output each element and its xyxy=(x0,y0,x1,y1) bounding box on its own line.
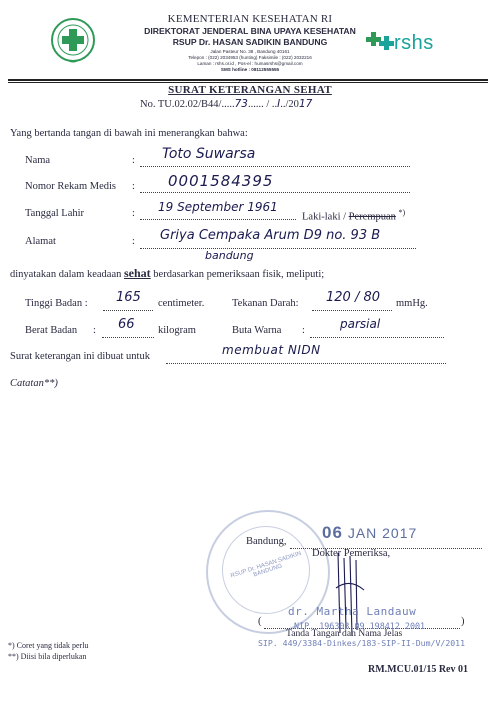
document-number: No. TU.02.02/B44/.....73...... / ..I../2017 xyxy=(140,98,313,110)
height-value: 165 xyxy=(116,290,141,305)
number-year: 17 xyxy=(298,98,313,110)
doctor-sip-stamp: SIP. 449/3384-Dinkes/183-SIP-II-Dum/V/2011 xyxy=(258,638,466,648)
kop-phone: Telepon : (022) 2034953 (hunting) Faksimile : (022) 2032216 xyxy=(188,55,312,60)
kop-hospital: RSUP Dr. HASAN SADIKIN BANDUNG xyxy=(172,37,328,47)
kop-rule-thick xyxy=(8,79,488,81)
name-colon: : xyxy=(132,155,135,166)
weight-label: Berat Badan xyxy=(25,325,78,336)
declared-status: sehat xyxy=(124,266,151,280)
number-prefix: No. TU.02.02/B44/ xyxy=(140,99,222,110)
color-blind-colon: : xyxy=(302,325,305,336)
name-label: Nama xyxy=(25,155,51,166)
kop-address-block xyxy=(140,49,360,73)
date-stamp-rest: JAN 2017 xyxy=(347,525,418,541)
form-code: RM.MCU.01/15 Rev 01 xyxy=(368,664,468,675)
sign-caption: Tanda Tangan dan Nama Jelas xyxy=(286,628,403,639)
declared-suffix: berdasarkan pemeriksaan fisik, meliputi; xyxy=(153,269,325,280)
sex-female: Perempuan xyxy=(348,211,396,223)
doctor-name-bracket: ( xyxy=(258,616,262,627)
sex-note: *) xyxy=(398,208,406,217)
bp-unit: mmHg. xyxy=(396,298,428,309)
address-value-2: bandung xyxy=(205,249,254,262)
color-blind-label: Buta Warna xyxy=(232,325,282,336)
doctor-name-stamp: dr. Martha Landauw xyxy=(288,605,417,618)
doctor-nip-stamp: NIP. 196303 09 198412 2001 xyxy=(294,621,426,631)
declared-prefix: dinyatakan dalam keadaan xyxy=(10,269,122,280)
sex-options: Laki-laki / Perempuan *) xyxy=(302,208,406,223)
number-seq: 73 xyxy=(234,98,248,110)
address-colon: : xyxy=(132,236,135,247)
number-year-prefix: /20 xyxy=(285,99,299,110)
rshs-logo xyxy=(366,30,466,58)
date-stamp xyxy=(322,523,417,543)
color-blind-value: parsial xyxy=(340,317,381,331)
name-value: Toto Suwarsa xyxy=(162,146,256,162)
mrn-colon: : xyxy=(132,181,135,192)
doctor-name-bracket-close: ) xyxy=(461,616,465,627)
weight-unit: kilogram xyxy=(158,325,196,336)
round-stamp-text: RSUP Dr. HASAN SADIKIN BANDUNG xyxy=(229,550,303,580)
weight-value: 66 xyxy=(118,317,135,332)
date-stamp-day: 06 xyxy=(322,523,343,542)
dob-value: 19 September 1961 xyxy=(158,200,278,214)
bp-reading: 120 / 80 xyxy=(326,290,381,305)
mrn-value: 0001584395 xyxy=(168,172,274,190)
height-unit: centimeter. xyxy=(158,298,205,309)
rshs-logo-mark-icon xyxy=(366,30,396,56)
dob-label: Tanggal Lahir xyxy=(25,208,85,219)
address-label: Alamat xyxy=(25,236,56,247)
address-value-1: Griya Cempaka Arum D9 no. 93 B xyxy=(160,228,381,243)
kop-web: Laman : rshs.or.id , Pos-el : humasrshs@gmail.com xyxy=(197,61,303,66)
purpose-value: membuat NIDN xyxy=(222,343,321,357)
bp-systolic: 120 xyxy=(326,290,351,305)
number-month: I xyxy=(277,98,281,110)
kop-hotline: SMS hotline : 08112555555 xyxy=(220,67,280,72)
rshs-logo-text: rshs xyxy=(394,32,434,54)
kop-ministry: KEMENTERIAN KESEHATAN RI xyxy=(167,13,333,25)
kop-rule-thin xyxy=(8,82,488,83)
weight-colon: : xyxy=(93,325,96,336)
document-title: SURAT KETERANGAN SEHAT xyxy=(168,84,332,96)
kemenkes-logo xyxy=(50,16,96,66)
footnote-2: **) Diisi bila diperlukan xyxy=(8,652,87,661)
bp-diastolic: 80 xyxy=(363,290,381,305)
bp-label: Tekanan Darah: xyxy=(232,298,299,309)
kop-directorate: DIREKTORAT JENDERAL BINA UPAYA KESEHATAN xyxy=(144,26,356,36)
declaration-line xyxy=(10,266,324,281)
intro-text: Yang bertanda tangan di bawah ini menerangkan bahwa: xyxy=(10,128,248,139)
height-label: Tinggi Badan : xyxy=(25,298,88,309)
notes-label: Catatan**) xyxy=(10,378,58,389)
footnote-1: *) Coret yang tidak perlu xyxy=(8,641,89,650)
sex-male: Laki-laki xyxy=(302,211,341,223)
dob-colon: : xyxy=(132,208,135,219)
kop-address: Jalan Pasteur No. 38 , Bandung 40161 xyxy=(210,49,290,54)
mrn-label: Nomor Rekam Medis xyxy=(25,181,116,192)
examiner-label: Dokter Pemeriksa, xyxy=(312,548,391,559)
place-label: Bandung, xyxy=(246,536,287,547)
purpose-label: Surat keterangan ini dibuat untuk xyxy=(10,351,150,362)
